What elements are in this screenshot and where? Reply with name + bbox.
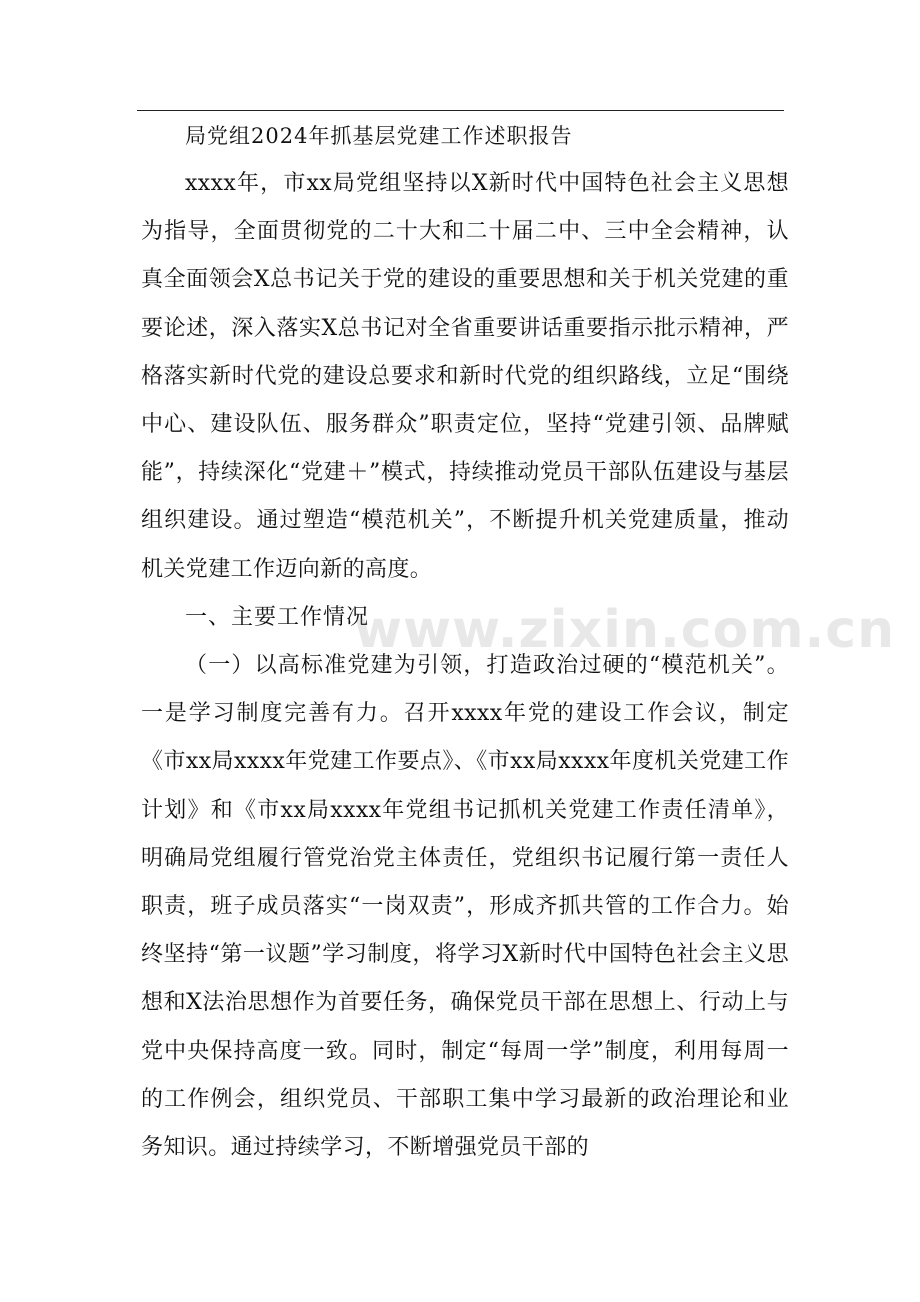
section-paragraph: （一）以高标准党建为引领，打造政治过硬的“模范机关”。一是学习制度完善有力。召开xxxx年党的建设工作会议，制定《市xx局xxxx年党建工作要点》、《市xx局xxxx年度机关党建工作计划》和《市xx局xxxx年党组书记抓机关党建工作责任清单》，明确局党组履行管党治党主体责任，党组织书记履行第一责任人职责，班子成员落实“一岗双责”，形成齐抓共管的工作合力。始终坚持“第一议题”学习制度，将学习X新时代中国特色社会主义思想和X法治思想作为首要任务，确保党员干部在思想上、行动上与党中央保持高度一致。同时，制定“每周一学”制度，利用每周一的工作例会，组织党员、干部职工集中学习最新的政治理论和业务知识。通过持续学习，不断增强党员干部的 <box>141 653 789 1161</box>
document-body <box>141 112 789 1172</box>
intro-paragraph: xxxx年，市xx局党组坚持以X新时代中国特色社会主义思想为指导，全面贯彻党的二十大和二十届二中、三中全会精神，认真全面领会X总书记关于党的建设的重要思想和关于机关党建的重要论述，深入落实X总书记对全省重要讲话重要指示批示精神，严格落实新时代党的建设总要求和新时代党的组织路线，立足“围绕中心、建设队伍、服务群众”职责定位，坚持“党建引领、品牌赋能”，持续深化“党建＋”模式，持续推动党员干部队伍建设与基层组织建设。通过塑造“模范机关”，不断提升机关党建质量，推动机关党建工作迈向新的高度。 <box>141 171 789 582</box>
header-rule <box>137 110 784 111</box>
watermark: www.zixin.com.cn <box>354 600 896 660</box>
section-heading: 一、主要工作情况 <box>185 604 370 630</box>
document-title: 局党组2024年抓基层党建工作述职报告 <box>185 124 573 148</box>
